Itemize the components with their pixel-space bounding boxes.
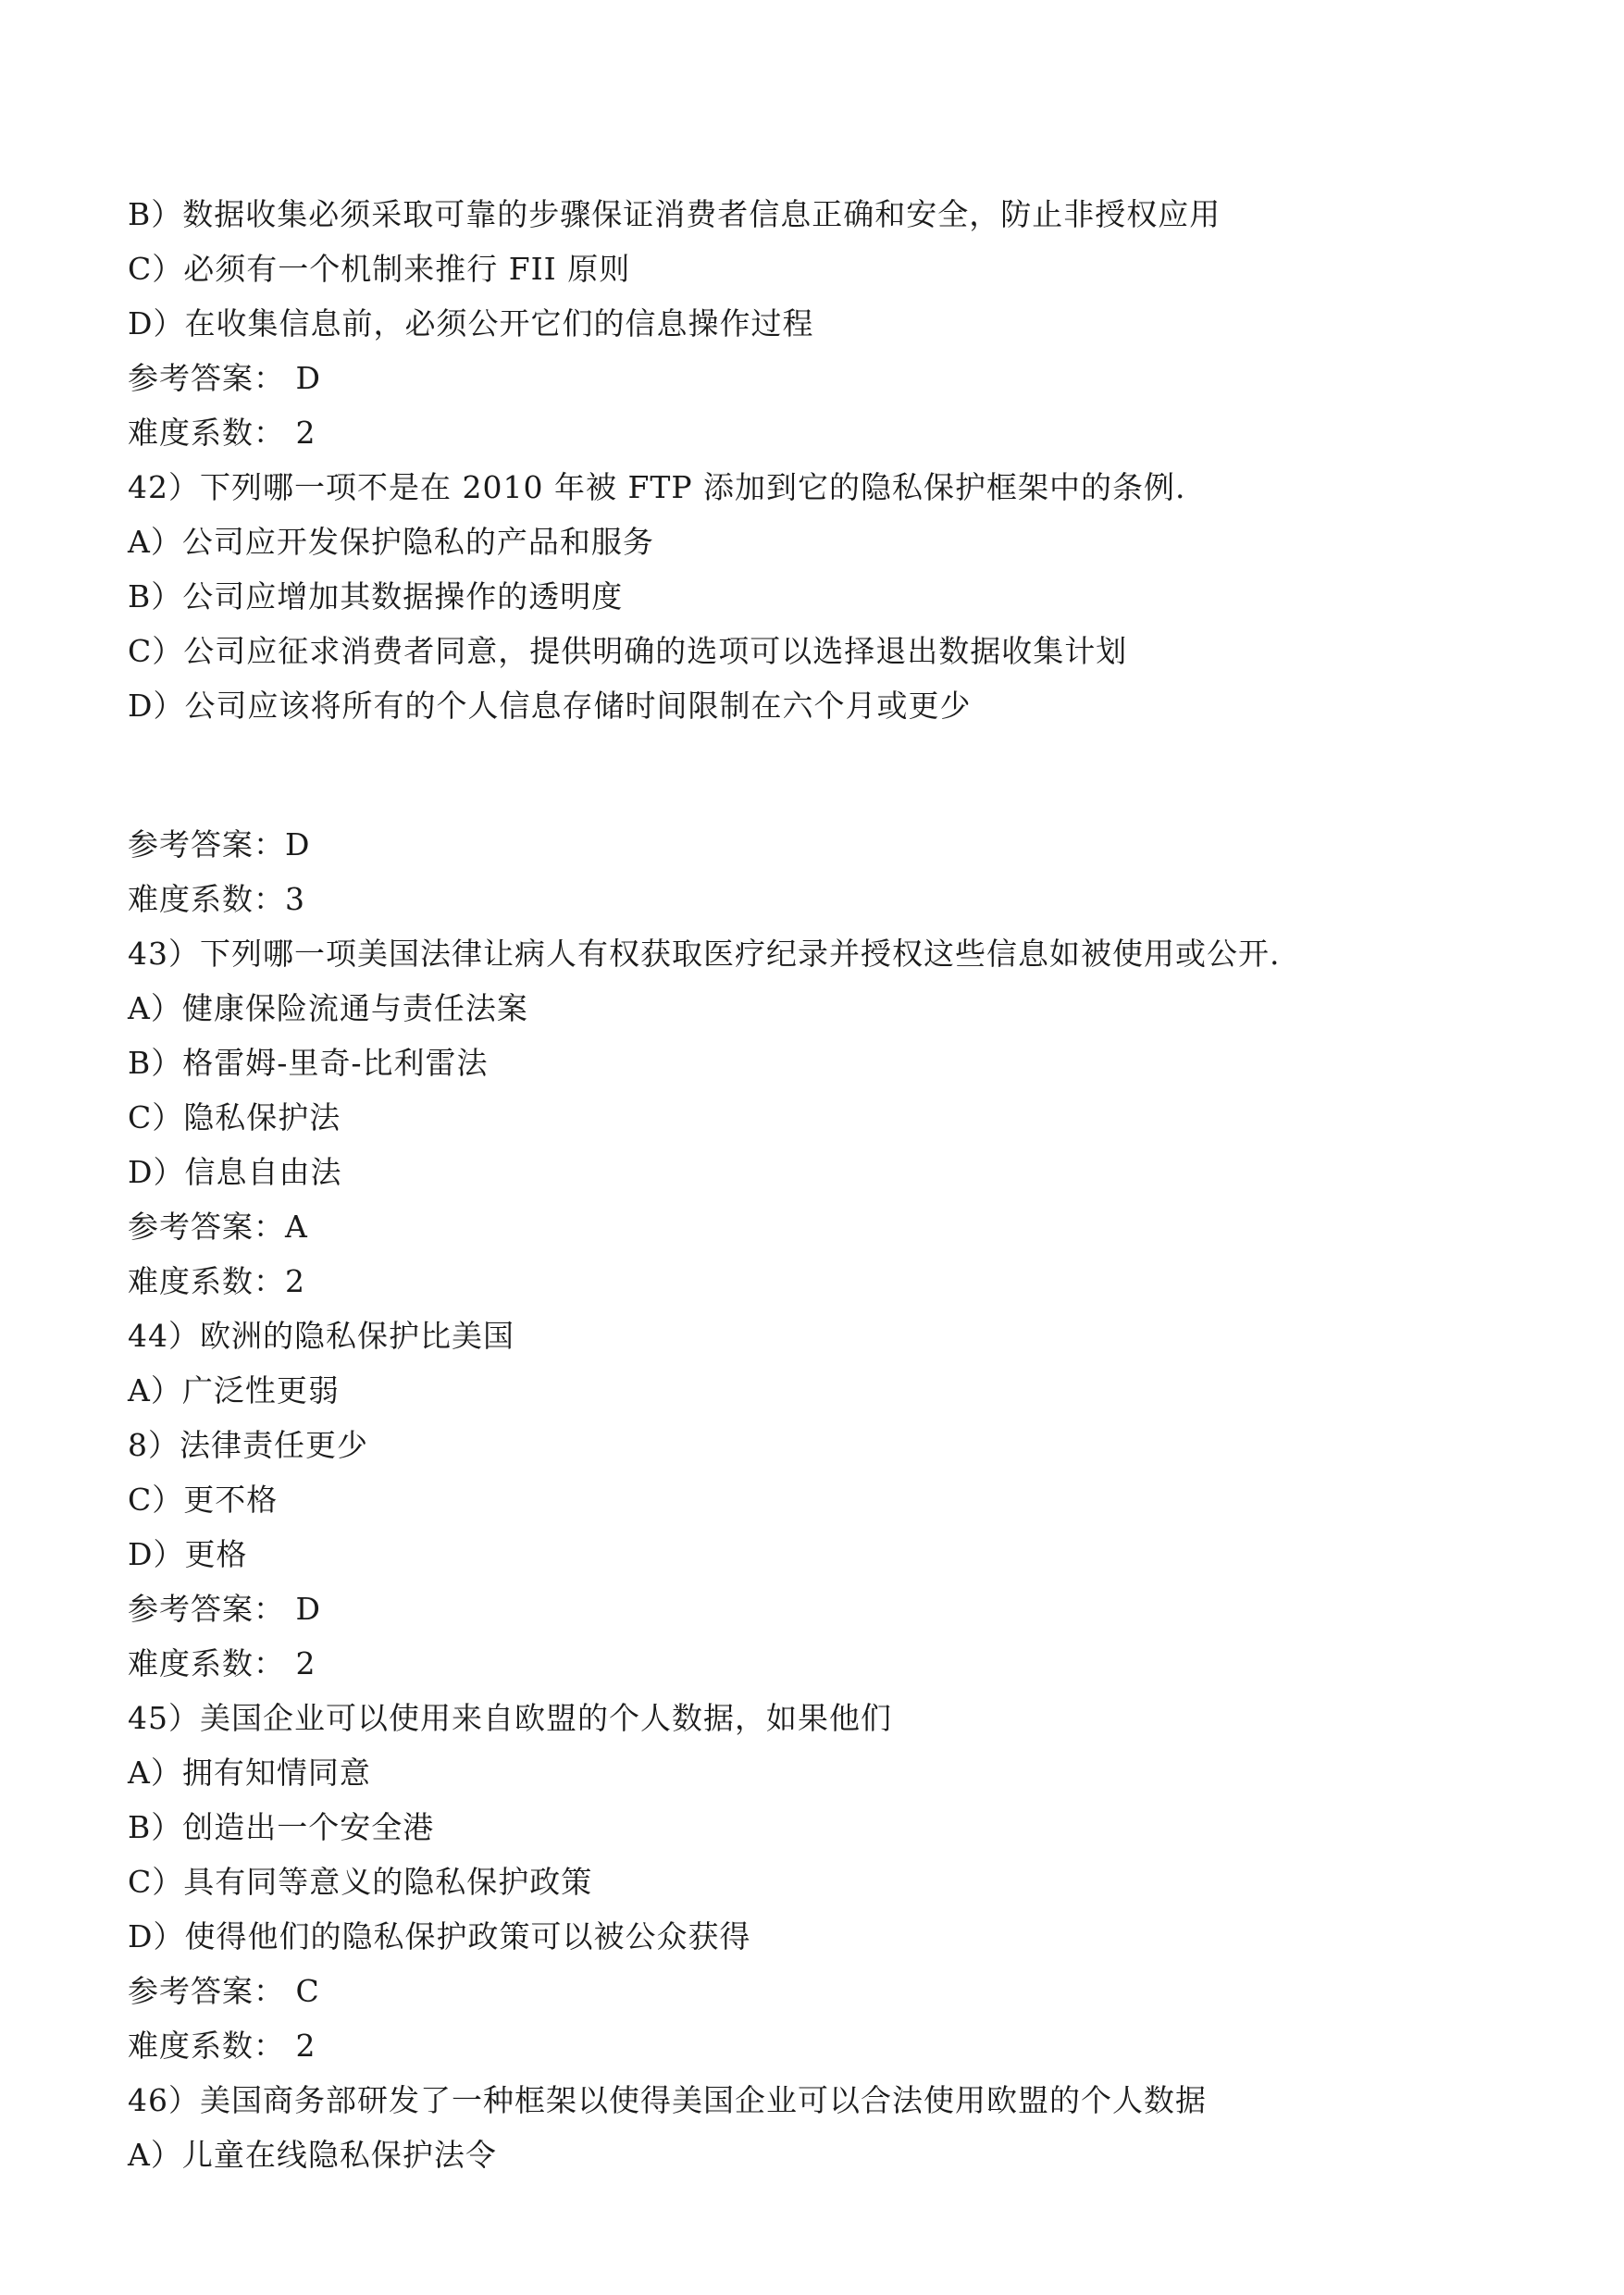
- q42-answer: 参考答案：D: [128, 826, 311, 862]
- q42-option-c: C）公司应征求消费者同意，提供明确的选项可以选择退出数据收集计划: [128, 633, 1128, 669]
- q41-option-d: D）在收集信息前，必须公开它们的信息操作过程: [128, 305, 814, 341]
- q45-option-a: A）拥有知情同意: [128, 1755, 371, 1791]
- q42-option-d: D）公司应该将所有的个人信息存储时间限制在六个月或更少: [128, 688, 972, 724]
- q41-difficulty: 难度系数： 2: [128, 415, 316, 451]
- q44-option-c: C）更不格: [128, 1482, 279, 1518]
- q42-option-b: B）公司应增加其数据操作的透明度: [128, 578, 624, 614]
- q41-option-c: C）必须有一个机制来推行 FII 原则: [128, 251, 631, 287]
- q46-option-a: A）儿童在线隐私保护法令: [128, 2137, 497, 2173]
- q42-question: 42）下列哪一项不是在 2010 年被 FTP 添加到它的隐私保护框架中的条例.: [128, 469, 1186, 505]
- q43-option-b: B）格雷姆-里奇-比利雷法: [128, 1045, 489, 1081]
- q43-answer: 参考答案：A: [128, 1209, 308, 1245]
- q43-option-d: D）信息自由法: [128, 1154, 342, 1190]
- q45-difficulty: 难度系数： 2: [128, 2028, 316, 2064]
- q42-difficulty: 难度系数：3: [128, 881, 305, 917]
- q43-option-a: A）健康保险流通与责任法案: [128, 990, 528, 1026]
- q45-option-d: D）使得他们的隐私保护政策可以被公众获得: [128, 1918, 751, 1954]
- q43-question: 43）下列哪一项美国法律让病人有权获取医疗纪录并授权这些信息如被使用或公开.: [128, 936, 1281, 972]
- q44-option-a: A）广泛性更弱: [128, 1372, 340, 1408]
- q43-difficulty: 难度系数：2: [128, 1263, 305, 1299]
- q44-question: 44）欧洲的隐私保护比美国: [128, 1318, 514, 1354]
- q46-question: 46）美国商务部研发了一种框架以使得美国企业可以合法使用欧盟的个人数据: [128, 2082, 1207, 2118]
- q45-option-c: C）具有同等意义的隐私保护政策: [128, 1864, 593, 1900]
- q41-option-b: B）数据收集必须采取可靠的步骤保证消费者信息正确和安全，防止非授权应用: [128, 196, 1221, 232]
- q43-option-c: C）隐私保护法: [128, 1099, 341, 1135]
- q41-answer: 参考答案： D: [128, 360, 321, 396]
- document-body: [128, 187, 1497, 2182]
- q45-answer: 参考答案： C: [128, 1973, 320, 2009]
- q42-option-a: A）公司应开发保护隐私的产品和服务: [128, 524, 654, 560]
- q44-option-d: D）更格: [128, 1536, 248, 1572]
- q45-option-b: B）创造出一个安全港: [128, 1809, 435, 1845]
- q45-question: 45）美国企业可以使用来自欧盟的个人数据，如果他们: [128, 1700, 892, 1736]
- blank-gap: [128, 733, 1497, 817]
- q44-difficulty: 难度系数： 2: [128, 1645, 316, 1681]
- q44-answer: 参考答案： D: [128, 1591, 321, 1627]
- q44-option-b: 8）法律责任更少: [128, 1427, 368, 1463]
